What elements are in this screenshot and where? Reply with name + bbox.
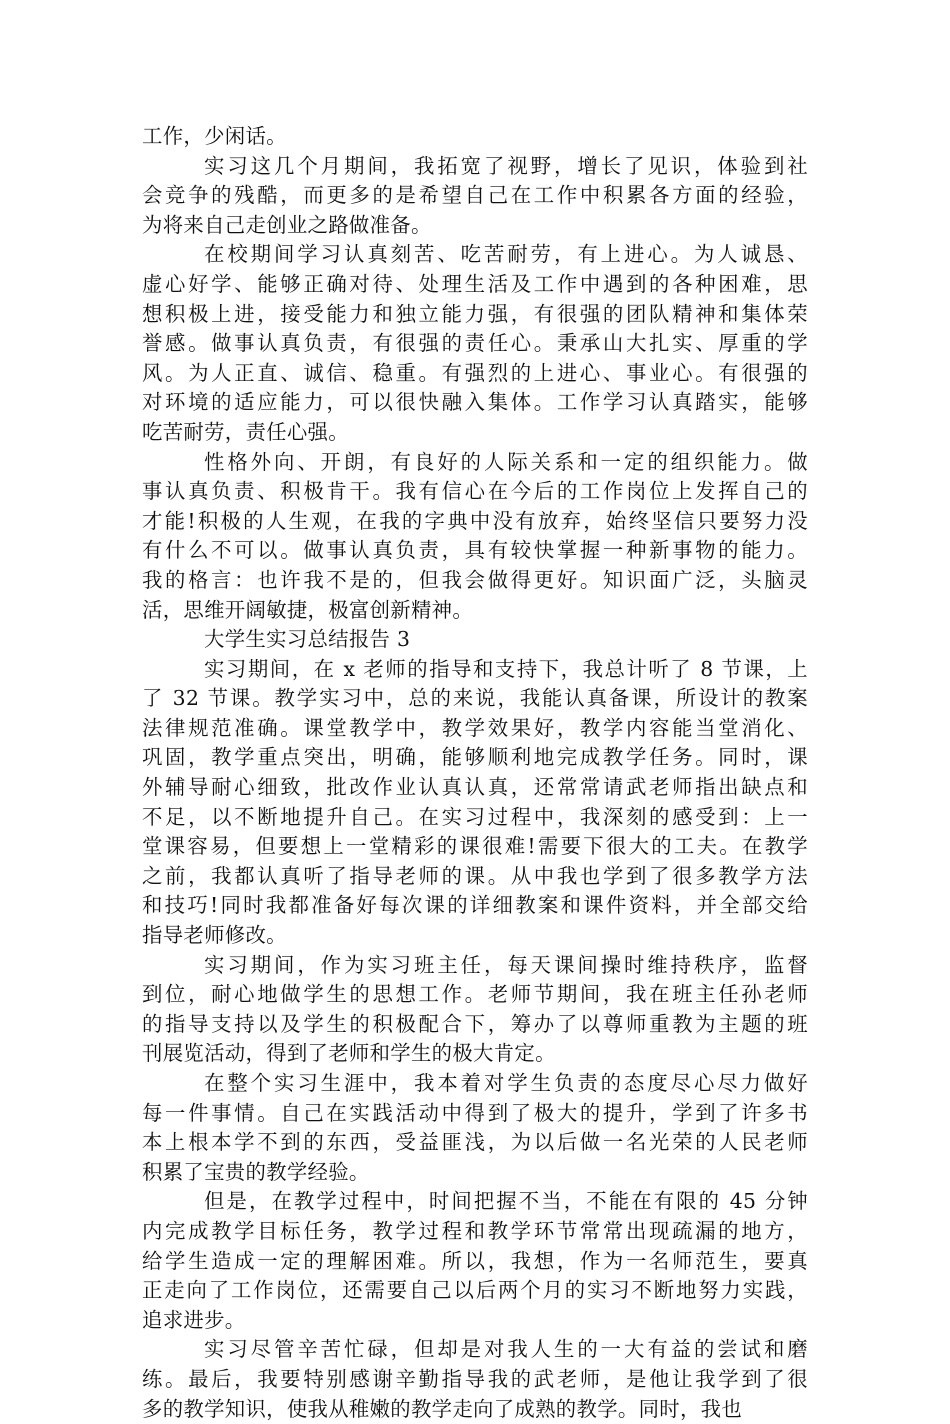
text-line: 在整个实习生涯中，我本着对学生负责的态度尽心尽力做好 [204,1071,808,1095]
continuation-paragraph [142,122,808,152]
text-line: 我的格言：也许我不是的，但我会做得更好。知识面广泛，头脑灵 [142,567,808,592]
text-line: 法律规范准确。课堂教学中，教学效果好，教学内容能当堂消化、 [142,715,808,740]
text-line: 想积极上进，接受能力和独立能力强，有很强的团队精神和集体荣 [142,301,808,326]
text-line: 虚心好学、能够正确对待、处理生活及工作中遇到的各种困难，思 [142,271,808,296]
text-line: 之前，我都认真听了指导老师的课。从中我也学到了很多教学方法 [142,863,808,888]
text-line: 正走向了工作岗位，还需要自己以后两个月的实习不断地努力实践， [142,1278,808,1303]
text-line: 实习尽管辛苦忙碌，但却是对我人生的一大有益的尝试和磨 [204,1337,808,1362]
text-line: 内完成教学目标任务，教学过程和教学环节常常出现疏漏的地方， [142,1218,808,1243]
text-line: 性格外向、开朗，有良好的人际关系和一定的组织能力。做 [204,449,808,474]
text-line: 和技巧!同时我都准备好每次课的详细教案和课件资料，并全部交给 [142,893,808,918]
text-line: 刊展览活动，得到了老师和学生的极大肯定。 [142,1041,556,1066]
text-line: 誉感。做事认真负责，有很强的责任心。秉承山大扎实、厚重的学 [142,331,808,356]
text-line: 工作，少闲话。 [142,124,287,148]
text-line: 在校期间学习认真刻苦、吃苦耐劳，有上进心。为人诚恳、 [204,242,808,267]
text-line: 每一件事情。自己在实践活动中得到了极大的提升，学到了许多书 [142,1100,808,1125]
text-line: 堂课容易，但要想上一堂精彩的课很难!需要下很大的工夫。在教学 [142,834,808,859]
text-line: 给学生造成一定的理解困难。所以，我想，作为一名师范生，要真 [142,1248,808,1273]
text-line: 了 32 节课。教学实习中，总的来说，我能认真备课，所设计的教案 [142,686,808,711]
document-page [142,122,808,1424]
text-line: 实习这几个月期间，我拓宽了视野，增长了见识，体验到社 [204,153,808,178]
paragraph [142,1187,808,1335]
text-line: 指导老师修改。 [142,923,287,948]
text-line: 实习期间，作为实习班主任，每天课间操时维持秩序，监督 [204,952,808,977]
text-line: 本上根本学不到的东西，受益匪浅，为以后做一名光荣的人民老师 [142,1130,808,1155]
text-line: 不足，以不断地提升自己。在实习过程中，我深刻的感受到：上一 [142,804,808,829]
paragraph [142,1069,808,1187]
paragraph [142,951,808,1069]
text-line: 才能!积极的人生观，在我的字典中没有放弃，始终坚信只要努力没 [142,508,808,533]
paragraph [142,240,808,447]
text-line: 实习期间，在 x 老师的指导和支持下，我总计听了 8 节课，上 [204,656,808,681]
text-line: 事认真负责、积极肯干。我有信心在今后的工作岗位上发挥自己的 [142,479,808,504]
section-title [142,625,808,655]
text-line: 大学生实习总结报告 3 [204,627,411,652]
text-line: 外辅导耐心细致，批改作业认真认真，还常常请武老师指出缺点和 [142,775,808,800]
text-line: 风。为人正直、诚信、稳重。有强烈的上进心、事业心。有很强的 [142,360,808,385]
text-line: 对环境的适应能力，可以很快融入集体。工作学习认真踏实，能够 [142,390,808,415]
text-line: 为将来自己走创业之路做准备。 [142,212,432,237]
paragraph [142,655,808,951]
text-line: 有什么不可以。做事认真负责，具有较快掌握一种新事物的能力。 [142,538,808,563]
text-line: 会竞争的残酷，而更多的是希望自己在工作中积累各方面的经验， [142,183,808,208]
text-line: 追求进步。 [142,1307,246,1332]
text-line: 巩固，教学重点突出，明确，能够顺利地完成教学任务。同时，课 [142,745,808,770]
text-line: 到位，耐心地做学生的思想工作。老师节期间，我在班主任孙老师 [142,982,808,1007]
text-line: 但是，在教学过程中，时间把握不当，不能在有限的 45 分钟 [204,1189,808,1214]
paragraph [142,448,808,626]
paragraph [142,1335,808,1424]
text-line: 的指导支持以及学生的积极配合下，筹办了以尊师重教为主题的班 [142,1011,808,1036]
text-line: 练。最后，我要特别感谢辛勤指导我的武老师，是他让我学到了很 [142,1366,808,1391]
text-line: 吃苦耐劳，责任心强。 [142,419,349,444]
text-line: 多的教学知识，使我从稚嫩的教学走向了成熟的教学。同时，我也 [142,1396,743,1421]
text-line: 积累了宝贵的教学经验。 [142,1159,370,1184]
text-line: 活，思维开阔敏捷，极富创新精神。 [142,597,474,622]
paragraph [142,152,808,241]
